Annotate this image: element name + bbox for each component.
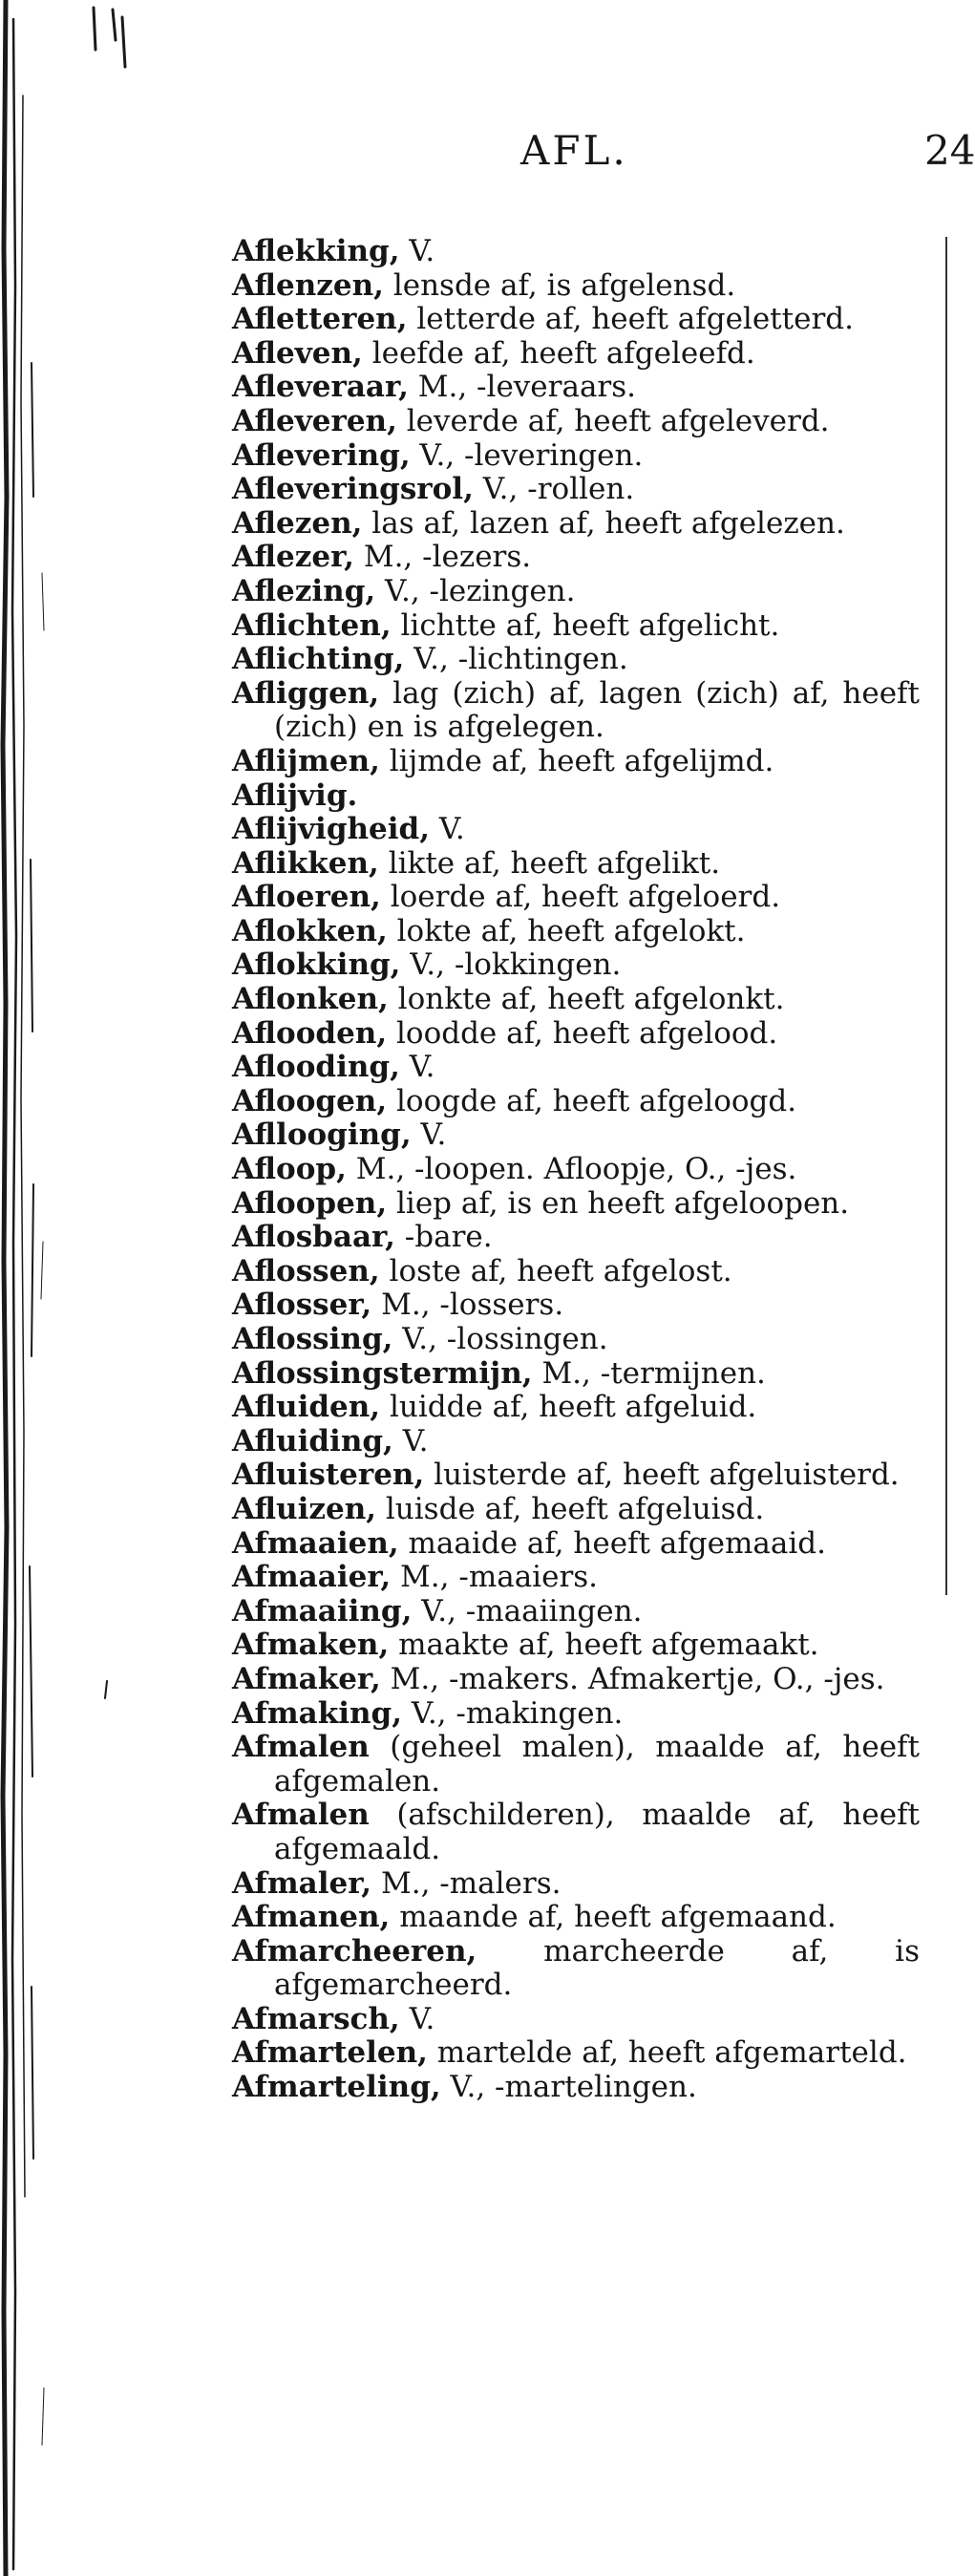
entry-definition: luisde af, heeft afgeluisd.: [385, 1491, 765, 1526]
dictionary-entry: [232, 1799, 920, 1866]
entry-definition: V., -martelingen.: [450, 2070, 697, 2105]
entry-headword: Aflokken,: [232, 913, 388, 948]
entry-headword: Aflijvigheid,: [232, 812, 431, 847]
entry-headword: Afmaker,: [232, 1661, 381, 1696]
dictionary-entry: [232, 813, 920, 847]
entry-headword: Afmalen: [232, 1798, 370, 1833]
dictionary-entry: [232, 1288, 920, 1323]
entry-definition: maakte af, heeft afgemaakt.: [398, 1628, 819, 1663]
entry-definition: V., -leveringen.: [419, 437, 644, 473]
dictionary-entry: [232, 1901, 920, 1935]
dictionary-entry: [232, 1187, 920, 1222]
entry-definition: M., -makers. Afmakertje, O., -jes.: [390, 1661, 885, 1696]
column-divider: [945, 237, 947, 1595]
entry-definition: lijmde af, heeft afgelijmd.: [389, 743, 774, 778]
entry-headword: Aflichting,: [232, 642, 405, 677]
dictionary-entry: [232, 1731, 920, 1799]
entry-definition: (geheel malen), maalde af, heeft afgemalen.: [274, 1730, 920, 1799]
page-header-title: AFL.: [520, 127, 628, 174]
dictionary-entry: [232, 2036, 920, 2071]
dictionary-entry: [232, 1561, 920, 1595]
entry-headword: Aflossen,: [232, 1253, 380, 1288]
entry-definition: M., -lossers.: [381, 1288, 564, 1323]
entry-headword: Afluiding,: [232, 1423, 393, 1458]
entry-definition: M., -loopen. Afloopje, O., -jes.: [355, 1152, 797, 1187]
dictionary-entry: [232, 575, 920, 609]
entry-definition: V., -lossingen.: [402, 1322, 608, 1356]
entry-headword: Afliggen,: [232, 675, 380, 711]
dictionary-entry: [232, 948, 920, 983]
dictionary-entry: [232, 1493, 920, 1527]
dictionary-entry: [232, 1425, 920, 1459]
entry-definition: V.: [402, 1423, 429, 1458]
entry-definition: leefde af, heeft afgeleefd.: [371, 335, 755, 371]
entry-definition: las af, lazen af, heeft afgelezen.: [371, 505, 845, 541]
entry-definition: loerde af, heeft afgeloerd.: [390, 880, 781, 915]
entry-definition: lonkte af, heeft afgelonkt.: [397, 982, 785, 1017]
dictionary-entry: [232, 881, 920, 915]
entry-definition: M., -maaiers.: [400, 1560, 599, 1595]
entry-definition: loogde af, heeft afgeloogd.: [396, 1083, 797, 1118]
dictionary-entry: [232, 1085, 920, 1119]
dictionary-entry: [232, 1697, 920, 1732]
dictionary-entry: [232, 1357, 920, 1392]
entry-definition: liep af, is en heeft afgeloopen.: [396, 1185, 850, 1221]
dictionary-entry: [232, 541, 920, 575]
dictionary-entry: [232, 337, 920, 372]
entry-definition: luidde af, heeft afgeluid.: [389, 1390, 757, 1425]
dictionary-entry: [232, 847, 920, 882]
entry-definition: loste af, heeft afgelost.: [389, 1253, 732, 1288]
entry-headword: Aflezer,: [232, 540, 354, 575]
dictionary-entry: [232, 405, 920, 439]
entry-headword: Afloeren,: [232, 880, 381, 915]
entry-definition: lichtte af, heeft afgelicht.: [400, 607, 780, 643]
dictionary-entry: [232, 1663, 920, 1697]
entry-definition: likte af, heeft afgelikt.: [388, 845, 721, 881]
entry-definition: V., -rollen.: [482, 472, 635, 507]
entry-headword: Afloop,: [232, 1152, 347, 1187]
entry-headword: Aflooden,: [232, 1015, 388, 1051]
dictionary-entry: [232, 745, 920, 779]
entry-headword: Afllooging,: [232, 1118, 412, 1153]
entry-definition: V.: [409, 1050, 435, 1085]
entry-definition: loodde af, heeft afgelood.: [396, 1015, 778, 1051]
dictionary-entry: [232, 2003, 920, 2037]
entry-definition: V., -lezingen.: [385, 573, 576, 608]
entry-headword: Afmaler,: [232, 1865, 372, 1901]
dictionary-entry: [232, 1867, 920, 1902]
entry-definition: lokte af, heeft afgelokt.: [396, 913, 746, 948]
dictionary-entry: [232, 1118, 920, 1153]
dictionary-entry: [232, 371, 920, 405]
dictionary-entry: [232, 1323, 920, 1357]
entry-definition: V.: [420, 1118, 447, 1153]
entry-definition: luisterde af, heeft afgeluisterd.: [434, 1458, 900, 1493]
entry-headword: Afluisteren,: [232, 1458, 425, 1493]
entry-headword: Afmaking,: [232, 1695, 402, 1731]
entry-definition: M., -leveraars.: [417, 370, 637, 405]
entry-definition: martelde af, heeft afgemarteld.: [436, 2035, 907, 2071]
dictionary-entry: [232, 269, 920, 304]
entry-definition: -bare.: [404, 1220, 493, 1255]
dictionary-entry: [232, 1255, 920, 1289]
dictionary-entry: [232, 779, 920, 814]
dictionary-entry: [232, 1935, 920, 2003]
entry-headword: Afmaaiing,: [232, 1593, 413, 1629]
entry-headword: Afleveren,: [232, 403, 397, 438]
scanned-page-edge: [0, 0, 143, 2576]
entry-headword: Aflosbaar,: [232, 1220, 395, 1255]
entry-headword: Aflezen,: [232, 505, 363, 541]
entry-definition: V., -lichtingen.: [413, 642, 628, 677]
dictionary-entry: [232, 2071, 920, 2105]
dictionary-entry: [232, 983, 920, 1017]
dictionary-entry: [232, 1221, 920, 1255]
dictionary-entry: [232, 1017, 920, 1052]
entry-headword: Afleveringsrol,: [232, 472, 474, 507]
dictionary-entry: [232, 303, 920, 337]
dictionary-entry-list: [232, 235, 920, 2105]
entry-headword: Afmanen,: [232, 1900, 391, 1935]
dictionary-entry: [232, 439, 920, 474]
dictionary-entry: [232, 1629, 920, 1663]
dictionary-entry: [232, 235, 920, 269]
dictionary-entry: [232, 1153, 920, 1187]
entry-definition: V., -lokkingen.: [410, 947, 622, 983]
entry-headword: Aflenzen,: [232, 267, 384, 303]
entry-headword: Afluiden,: [232, 1390, 381, 1425]
entry-headword: Afleven,: [232, 335, 363, 371]
entry-headword: Aflooding,: [232, 1050, 400, 1085]
dictionary-entry: [232, 915, 920, 949]
entry-headword: Afluizen,: [232, 1491, 377, 1526]
entry-definition: maande af, heeft afgemaand.: [399, 1900, 837, 1935]
entry-headword: Afmarsch,: [232, 2001, 400, 2036]
entry-headword: Afmaken,: [232, 1628, 390, 1663]
entry-definition: V., -maaiingen.: [421, 1593, 643, 1629]
entry-headword: Aflijvig.: [232, 777, 358, 813]
entry-headword: Afmarteling,: [232, 2070, 441, 2105]
running-head: [0, 122, 975, 180]
dictionary-entry: [232, 677, 920, 745]
entry-definition: V.: [409, 234, 435, 268]
entry-headword: Aflosser,: [232, 1288, 372, 1323]
entry-definition: lensde af, is afgelensd.: [392, 267, 736, 303]
entry-headword: Aflossingstermijn,: [232, 1355, 533, 1391]
entry-headword: Aflezing,: [232, 573, 376, 608]
entry-headword: Aflichten,: [232, 607, 392, 643]
entry-definition: lag (zich) af, lagen (zich) af, heeft (zich) en is afgelegen.: [274, 675, 920, 745]
entry-headword: Aflikken,: [232, 845, 379, 881]
entry-definition: M., -lezers.: [363, 540, 532, 575]
entry-definition: marcheerde af, is afgemarcheerd.: [274, 1933, 920, 2003]
entry-headword: Afloopen,: [232, 1185, 388, 1221]
entry-headword: Afloogen,: [232, 1083, 388, 1118]
entry-definition: M., -malers.: [380, 1865, 562, 1901]
entry-headword: Afletteren,: [232, 302, 408, 337]
dictionary-entry: [232, 609, 920, 644]
entry-headword: Afmarcheeren,: [232, 1933, 477, 1969]
entry-headword: Aflossing,: [232, 1322, 393, 1356]
entry-headword: Afmaaier,: [232, 1560, 392, 1595]
entry-headword: Afmaaien,: [232, 1525, 399, 1561]
entry-definition: leverde af, heeft afgeleverd.: [406, 403, 830, 438]
dictionary-entry: [232, 1458, 920, 1493]
dictionary-entry: [232, 1051, 920, 1085]
entry-definition: V., -makingen.: [411, 1695, 624, 1731]
entry-headword: Aflekking,: [232, 234, 400, 268]
dictionary-entry: [232, 1595, 920, 1629]
dictionary-entry: [232, 1391, 920, 1425]
entry-headword: Afmartelen,: [232, 2035, 428, 2071]
entry-definition: (afschilderen), maalde af, heeft afgemaald.: [274, 1798, 921, 1866]
entry-definition: V.: [409, 2001, 435, 2036]
page-number: 24: [924, 127, 975, 174]
dictionary-entry: [232, 473, 920, 507]
entry-definition: letterde af, heeft afgeletterd.: [416, 302, 854, 337]
dictionary-entry: [232, 507, 920, 542]
entry-headword: Afleveraar,: [232, 370, 409, 405]
entry-definition: V.: [438, 812, 465, 847]
dictionary-entry: [232, 1527, 920, 1562]
entry-headword: Afmalen: [232, 1730, 370, 1765]
entry-headword: Aflevering,: [232, 437, 411, 473]
entry-headword: Aflijmen,: [232, 743, 380, 778]
entry-headword: Aflokking,: [232, 947, 401, 983]
entry-definition: maaide af, heeft afgemaaid.: [408, 1525, 826, 1561]
entry-headword: Aflonken,: [232, 982, 389, 1017]
entry-definition: M., -termijnen.: [541, 1355, 766, 1391]
dictionary-entry: [232, 643, 920, 677]
